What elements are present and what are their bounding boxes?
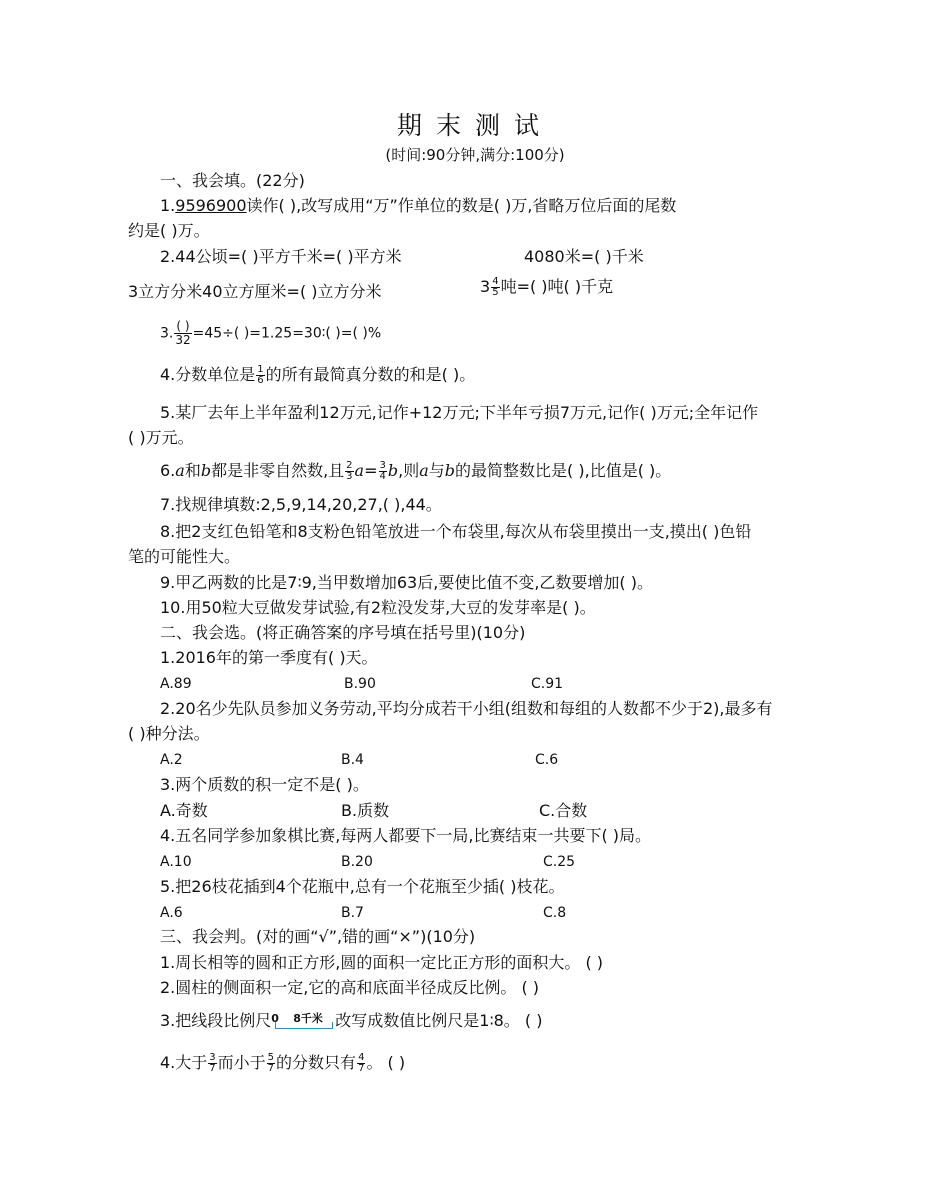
question-1-2c: 3立方分米40立方厘米=( )立方分米 bbox=[128, 282, 382, 301]
question-1-3 bbox=[160, 320, 381, 347]
q-text: 和 bbox=[184, 461, 201, 480]
variable: a bbox=[354, 461, 365, 480]
q-text: 3.把线段比例尺 bbox=[160, 1011, 272, 1030]
fraction bbox=[491, 277, 499, 298]
fraction bbox=[345, 461, 353, 482]
option-b: B.4 bbox=[341, 752, 364, 768]
q-text: 读作( ),改写成用“万”作单位的数是( )万,省略万位后面的尾数 bbox=[246, 196, 677, 215]
fraction-numerator: 4 bbox=[492, 276, 499, 287]
question-2-3: 3.两个质数的积一定不是( )。 bbox=[160, 775, 369, 794]
question-3-1: 1.周长相等的圆和正方形,圆的面积一定比正方形的面积大。 ( ) bbox=[160, 953, 604, 972]
question-1-4 bbox=[160, 364, 475, 386]
fraction-denominator: 7 bbox=[267, 1063, 275, 1074]
option-b: B.质数 bbox=[341, 801, 390, 820]
page-title: 期末测试 bbox=[396, 111, 553, 140]
q-text: 改写成数值比例尺是1∶8。 ( ) bbox=[335, 1011, 543, 1030]
question-1-8-cont: 笔的可能性大。 bbox=[128, 547, 241, 566]
question-2-2: 2.20名少先队员参加义务劳动,平均分成若干小组(组数和每组的人数都不少于2),最多有 bbox=[160, 699, 773, 718]
fraction-denominator: 5 bbox=[492, 287, 499, 298]
fraction-numerator: 3 bbox=[379, 460, 386, 471]
page-subtitle: (时间:90分钟,满分:100分) bbox=[385, 146, 565, 164]
option-a: A.奇数 bbox=[160, 801, 208, 820]
fraction bbox=[256, 365, 264, 386]
option-c: C.6 bbox=[535, 752, 559, 768]
question-1-8: 8.把2支红色铅笔和8支粉色铅笔放进一个布袋里,每次从布袋里摸出一支,摸出( )色铅 bbox=[160, 522, 752, 541]
variable: b bbox=[387, 461, 399, 480]
scale-zero-label: 0 bbox=[271, 1011, 279, 1025]
fraction bbox=[379, 461, 387, 482]
variable: a bbox=[175, 461, 185, 480]
fraction-denominator: 6 bbox=[257, 375, 264, 386]
question-1-2a: 2.44公顷=( )平方千米=( )平方米 bbox=[160, 247, 402, 266]
question-3-4 bbox=[160, 1052, 405, 1074]
variable: b bbox=[444, 461, 456, 480]
line-segment-scale bbox=[271, 1011, 335, 1033]
option-a: A.6 bbox=[160, 905, 183, 921]
option-a: A.10 bbox=[160, 854, 192, 870]
q-prefix: 1. bbox=[160, 196, 176, 215]
question-2-2-cont: ( )种分法。 bbox=[128, 724, 210, 743]
section-1-heading: 一、我会填。(22分) bbox=[160, 171, 305, 190]
question-1-7: 7.找规律填数:2,5,9,14,20,27,( ),44。 bbox=[160, 495, 442, 514]
question-1-1 bbox=[160, 195, 676, 217]
fraction-denominator: 32 bbox=[175, 333, 191, 347]
fraction-denominator: 7 bbox=[209, 1063, 216, 1074]
section-2-heading: 二、我会选。(将正确答案的序号填在括号里)(10分) bbox=[160, 623, 526, 642]
q-text: 4.大于 bbox=[160, 1053, 208, 1072]
q-prefix: 6. bbox=[160, 461, 176, 480]
q-text: 。 ( ) bbox=[366, 1053, 406, 1072]
option-a: A.2 bbox=[160, 752, 183, 768]
fraction bbox=[174, 320, 191, 347]
option-c: C.合数 bbox=[539, 801, 588, 820]
q-text: 与 bbox=[428, 461, 445, 480]
question-1-6 bbox=[160, 460, 671, 482]
fraction bbox=[357, 1053, 365, 1074]
section-3-heading: 三、我会判。(对的画“√”,错的画“×”)(10分) bbox=[160, 927, 476, 946]
option-b: B.20 bbox=[341, 854, 373, 870]
question-2-4: 4.五名同学参加象棋比赛,每两人都要下一局,比赛结束一共要下( )局。 bbox=[160, 826, 652, 845]
option-c: C.91 bbox=[531, 676, 564, 692]
q-text: 而小于 bbox=[217, 1053, 266, 1072]
fraction-numerator: 4 bbox=[358, 1052, 365, 1063]
question-3-2: 2.圆柱的侧面积一定,它的高和底面半径成反比例。 ( ) bbox=[160, 978, 540, 997]
scale-distance-label: 8千米 bbox=[293, 1011, 323, 1025]
question-1-2d bbox=[480, 276, 613, 298]
question-3-3 bbox=[160, 1010, 542, 1033]
scale-bar bbox=[275, 1022, 333, 1029]
option-b: B.7 bbox=[341, 905, 364, 921]
variable: b bbox=[200, 461, 212, 480]
q-text: 都是非零自然数,且 bbox=[211, 461, 345, 480]
fraction-numerator: 2 bbox=[346, 460, 353, 471]
variable: a bbox=[419, 461, 429, 480]
option-c: C.25 bbox=[543, 854, 576, 870]
question-2-1: 1.2016年的第一季度有( )天。 bbox=[160, 648, 378, 667]
option-c: C.8 bbox=[543, 905, 567, 921]
underlined-number: 9596900 bbox=[175, 196, 247, 215]
q-text: ,则 bbox=[398, 461, 420, 480]
fraction-numerator: 1 bbox=[257, 364, 264, 375]
fraction-numerator: ( ) bbox=[174, 320, 191, 334]
question-1-5-cont: ( )万元。 bbox=[128, 428, 194, 447]
q-text: =45÷( )=1.25=30∶( )=( )% bbox=[192, 325, 382, 342]
question-1-1-cont: 约是( )万。 bbox=[128, 221, 210, 240]
question-2-5: 5.把26枝花插到4个花瓶中,总有一个花瓶至少插( )枝花。 bbox=[160, 877, 565, 896]
q-text: 吨=( )吨( )千克 bbox=[500, 277, 614, 296]
question-1-9: 9.甲乙两数的比是7∶9,当甲数增加63后,要使比值不变,乙数要增加( )。 bbox=[160, 573, 653, 592]
fraction-numerator: 5 bbox=[267, 1052, 275, 1063]
fraction bbox=[267, 1053, 275, 1074]
fraction-denominator: 3 bbox=[346, 471, 353, 482]
equals-sign: = bbox=[364, 461, 378, 480]
option-b: B.90 bbox=[344, 676, 376, 692]
fraction-denominator: 7 bbox=[358, 1063, 365, 1074]
fraction-numerator: 3 bbox=[209, 1052, 216, 1063]
fraction-denominator: 4 bbox=[379, 471, 386, 482]
q-text: 的分数只有 bbox=[276, 1053, 357, 1072]
mixed-whole: 3 bbox=[480, 277, 491, 296]
q-prefix: 3. bbox=[160, 325, 174, 342]
question-1-5: 5.某厂去年上半年盈利12万元,记作+12万元;下半年亏损7万元,记作( )万元;全年记作 bbox=[160, 403, 759, 422]
option-a: A.89 bbox=[160, 676, 192, 692]
q-text: 的最简整数比是( ),比值是( )。 bbox=[455, 461, 672, 480]
question-1-10: 10.用50粒大豆做发芽试验,有2粒没发芽,大豆的发芽率是( )。 bbox=[160, 598, 596, 617]
q-text: 的所有最简真分数的和是( )。 bbox=[265, 365, 476, 384]
question-1-2b: 4080米=( )千米 bbox=[524, 247, 644, 266]
fraction bbox=[208, 1053, 216, 1074]
q-text: 4.分数单位是 bbox=[160, 365, 256, 384]
